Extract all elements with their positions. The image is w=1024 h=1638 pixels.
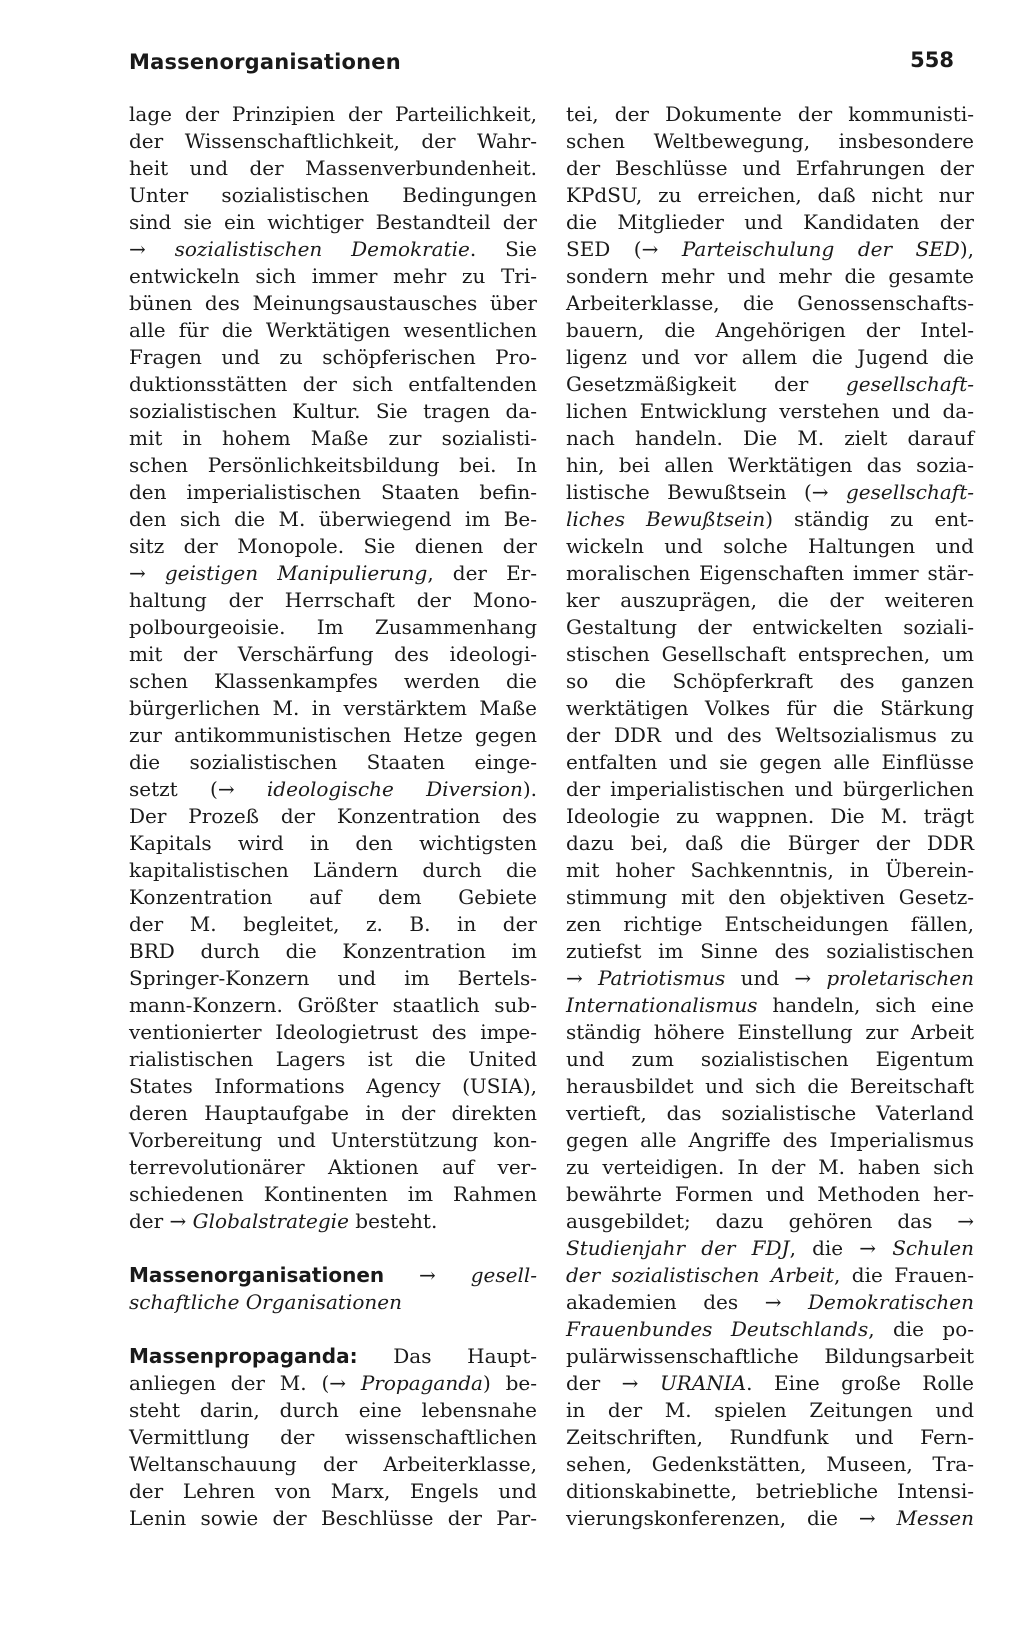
right-column-text xyxy=(566,101,974,1532)
text-line: duktionsstätten der sich entfaltenden xyxy=(129,372,537,396)
text-line: anliegen der M. (→ Propaganda) be- xyxy=(129,1371,537,1395)
text-line: kapitalistischen Ländern durch die xyxy=(129,858,537,882)
text-line: Weltanschauung der Arbeiterklasse, xyxy=(129,1452,537,1476)
text-line: rialistischen Lagers ist die United xyxy=(129,1047,537,1071)
left-column xyxy=(129,101,537,1532)
text-line: vertieft, das sozialistische Vaterland xyxy=(566,1101,974,1125)
text-line: ditionskabinette, betriebliche Intensi- xyxy=(566,1479,974,1503)
text-line: terrevolutionärer Aktionen auf ver- xyxy=(129,1155,537,1179)
text-line: ventionierter Ideologietrust des impe- xyxy=(129,1020,537,1044)
text-line: liches Bewußtsein) ständig zu ent- xyxy=(566,507,974,531)
text-line: Konzentration auf dem Gebiete xyxy=(129,885,537,909)
text-line: akademien des → Demokratischen xyxy=(566,1290,974,1314)
text-line: der → URANIA. Eine große Rolle xyxy=(566,1371,974,1395)
text-line: ständig höhere Einstellung zur Arbeit xyxy=(566,1020,974,1044)
text-line: schen Klassenkampfes werden die xyxy=(129,669,537,693)
text-line: entfalten und sie gegen alle Einflüsse xyxy=(566,750,974,774)
text-line: stischen Gesellschaft entsprechen, um xyxy=(566,642,974,666)
headword-massenorganisationen: Massenorganisationen xyxy=(129,1263,385,1287)
text-line: tei, der Dokumente der kommunisti- xyxy=(566,102,974,126)
text-line: herausbildet und sich die Bereitschaft xyxy=(566,1074,974,1098)
text-line: ausgebildet; dazu gehören das → xyxy=(566,1209,974,1233)
text-line: → Patriotismus und → proletarischen xyxy=(566,966,974,990)
text-line: der Beschlüsse und Erfahrungen der xyxy=(566,156,974,180)
text-line: Kapitals wird in den wichtigsten xyxy=(129,831,537,855)
text-line: stimmung mit den objektiven Gesetz- xyxy=(566,885,974,909)
text-line: die sozialistischen Staaten einge- xyxy=(129,750,537,774)
text-line: deren Hauptaufgabe in der direkten xyxy=(129,1101,537,1125)
text-line: ligenz und vor allem die Jugend die xyxy=(566,345,974,369)
text-line: zutiefst im Sinne des sozialistischen xyxy=(566,939,974,963)
text-line: bewährte Formen und Methoden her- xyxy=(566,1182,974,1206)
text-line: polbourgeoisie. Im Zusammenhang xyxy=(129,615,537,639)
text-line: der DDR und des Weltsozialismus zu xyxy=(566,723,974,747)
text-line: der sozialistischen Arbeit, die Frauen- xyxy=(566,1263,974,1287)
cross-reference-line: → gesell- xyxy=(384,1263,537,1287)
text-line: gegen alle Angriffe des Imperialismus xyxy=(566,1128,974,1152)
text-line: hin, bei allen Werktätigen das sozia- xyxy=(566,453,974,477)
page-number: 558 xyxy=(910,48,954,72)
text-line: wickeln und solche Haltungen und xyxy=(566,534,974,558)
text-line: steht darin, durch eine lebensnahe xyxy=(129,1398,537,1422)
text-line: Der Prozeß der Konzentration des xyxy=(129,804,537,828)
text-line: sehen, Gedenkstätten, Museen, Tra- xyxy=(566,1452,974,1476)
text-line: sondern mehr und mehr die gesamte xyxy=(566,264,974,288)
text-line: sozialistischen Kultur. Sie tragen da- xyxy=(129,399,537,423)
text-line: dazu bei, daß die Bürger der DDR xyxy=(566,831,974,855)
text-line: bauern, die Angehörigen der Intel- xyxy=(566,318,974,342)
text-line: in der M. spielen Zeitungen und xyxy=(566,1398,974,1422)
headword-massenpropaganda: Massenpropaganda: xyxy=(129,1344,358,1368)
text-line: zur antikommunistischen Hetze gegen xyxy=(129,723,537,747)
text-line: der Lehren von Marx, Engels und xyxy=(129,1479,537,1503)
text-line: Frauenbundes Deutschlands, die po- xyxy=(566,1317,974,1341)
text-line: entwickeln sich immer mehr zu Tri- xyxy=(129,264,537,288)
text-line: der Wissenschaftlichkeit, der Wahr- xyxy=(129,129,537,153)
text-line: → geistigen Manipulierung, der Er- xyxy=(129,561,537,585)
text-line: und zum sozialistischen Eigentum xyxy=(566,1047,974,1071)
text-line: → sozialistischen Demokratie. Sie xyxy=(129,237,538,261)
text-line: alle für die Werktätigen wesentlichen xyxy=(129,318,537,342)
text-line: sind sie ein wichtiger Bestandteil der xyxy=(129,210,537,234)
text-line: SED (→ Parteischulung der SED), xyxy=(566,237,974,261)
text-line: KPdSU, zu erreichen, daß nicht nur xyxy=(566,183,974,207)
text-line: heit und der Massenverbundenheit. xyxy=(129,156,537,180)
entry-massenorganisationen xyxy=(129,1262,537,1316)
text-line: der M. begleitet, z. B. in der xyxy=(129,912,537,936)
entry-text xyxy=(129,1370,537,1532)
text-line: Studienjahr der FDJ, die → Schulen xyxy=(566,1236,974,1260)
text-line: den imperialistischen Staaten befin- xyxy=(129,480,537,504)
text-line: schen Persönlichkeitsbildung bei. In xyxy=(129,453,537,477)
text-line: Zeitschriften, Rundfunk und Fern- xyxy=(566,1425,974,1449)
text-line: Internationalismus handeln, sich eine xyxy=(566,993,974,1017)
text-line: Vermittlung der wissenschaftlichen xyxy=(129,1425,537,1449)
text-line: zu verteidigen. In der M. haben sich xyxy=(566,1155,974,1179)
entry-massenpropaganda: Massenpropaganda: Das Haupt- anliegen der M. (→ Propaganda) be- steht darin, durch eine lebensnahe Vermittlung der wissenschaftlichen Weltanschauung der Arbeiterklasse, der Lehren von Marx, Engels und Lenin sowie der Beschlüsse der Par- xyxy=(129,1344,537,1530)
text-line: lichen Entwicklung verstehen und da- xyxy=(566,399,974,423)
text-line: setzt (→ ideologische Diversion). xyxy=(129,777,537,801)
text-line: der → Globalstrategie besteht. xyxy=(129,1209,438,1233)
text-line: pulärwissenschaftliche Bildungsarbeit xyxy=(566,1344,974,1368)
text-line: moralischen Eigenschaften immer stär- xyxy=(566,561,974,585)
text-line: bürgerlichen M. in verstärktem Maße xyxy=(129,696,537,720)
right-column xyxy=(566,101,974,1532)
text-line: so die Schöpferkraft des ganzen xyxy=(566,669,974,693)
text-line: Springer-Konzern und im Bertels- xyxy=(129,966,537,990)
text-line: Lenin sowie der Beschlüsse der Par- xyxy=(129,1506,537,1530)
text-line: Vorbereitung und Unterstützung kon- xyxy=(129,1128,537,1152)
text-line: den sich die M. überwiegend im Be- xyxy=(129,507,537,531)
text-line: zen richtige Entscheidungen fällen, xyxy=(566,912,974,936)
text-line: lage der Prinzipien der Parteilichkeit, xyxy=(129,102,537,126)
text-line: haltung der Herrschaft der Mono- xyxy=(129,588,537,612)
text-line: Fragen und zu schöpferischen Pro- xyxy=(129,345,537,369)
text-line: der imperialistischen und bürgerlichen xyxy=(566,777,974,801)
text-line: BRD durch die Konzentration im xyxy=(129,939,537,963)
text-line: nach handeln. Die M. zielt darauf xyxy=(566,426,974,450)
text-line: schiedenen Kontinenten im Rahmen xyxy=(129,1182,537,1206)
text-line: listische Bewußtsein (→ gesellschaft- xyxy=(566,480,974,504)
left-column-text xyxy=(129,101,537,1235)
cross-reference-target: schaftliche Organisationen xyxy=(129,1290,402,1314)
text-line: mann-Konzern. Größter staatlich sub- xyxy=(129,993,537,1017)
text-line: ker auszuprägen, die der weiteren xyxy=(566,588,974,612)
text-line: Gesetzmäßigkeit der gesellschaft- xyxy=(566,372,974,396)
text-line: Ideologie zu wappnen. Die M. trägt xyxy=(566,804,974,828)
text-line: schen Weltbewegung, insbesondere xyxy=(566,129,974,153)
text-line: mit hoher Sachkenntnis, in Überein- xyxy=(566,858,974,882)
text-line: Arbeiterklasse, die Genossenschafts- xyxy=(566,291,974,315)
text-line: Gestaltung der entwickelten soziali- xyxy=(566,615,974,639)
text-line: werktätigen Volkes für die Stärkung xyxy=(566,696,974,720)
text-line: sitz der Monopole. Sie dienen der xyxy=(129,534,537,558)
text-line: vierungskonferenzen, die → Messen xyxy=(566,1506,974,1530)
text-line: bünen des Meinungsaustausches über xyxy=(129,291,537,315)
text-line: Unter sozialistischen Bedingungen xyxy=(129,183,537,207)
text-line: mit in hohem Maße zur sozialisti- xyxy=(129,426,537,450)
text-line: States Informations Agency (USIA), xyxy=(129,1074,537,1098)
running-head: Massenorganisationen xyxy=(129,50,401,74)
text-line: mit der Verschärfung des ideologi- xyxy=(129,642,537,666)
text-line: die Mitglieder und Kandidaten der xyxy=(566,210,974,234)
